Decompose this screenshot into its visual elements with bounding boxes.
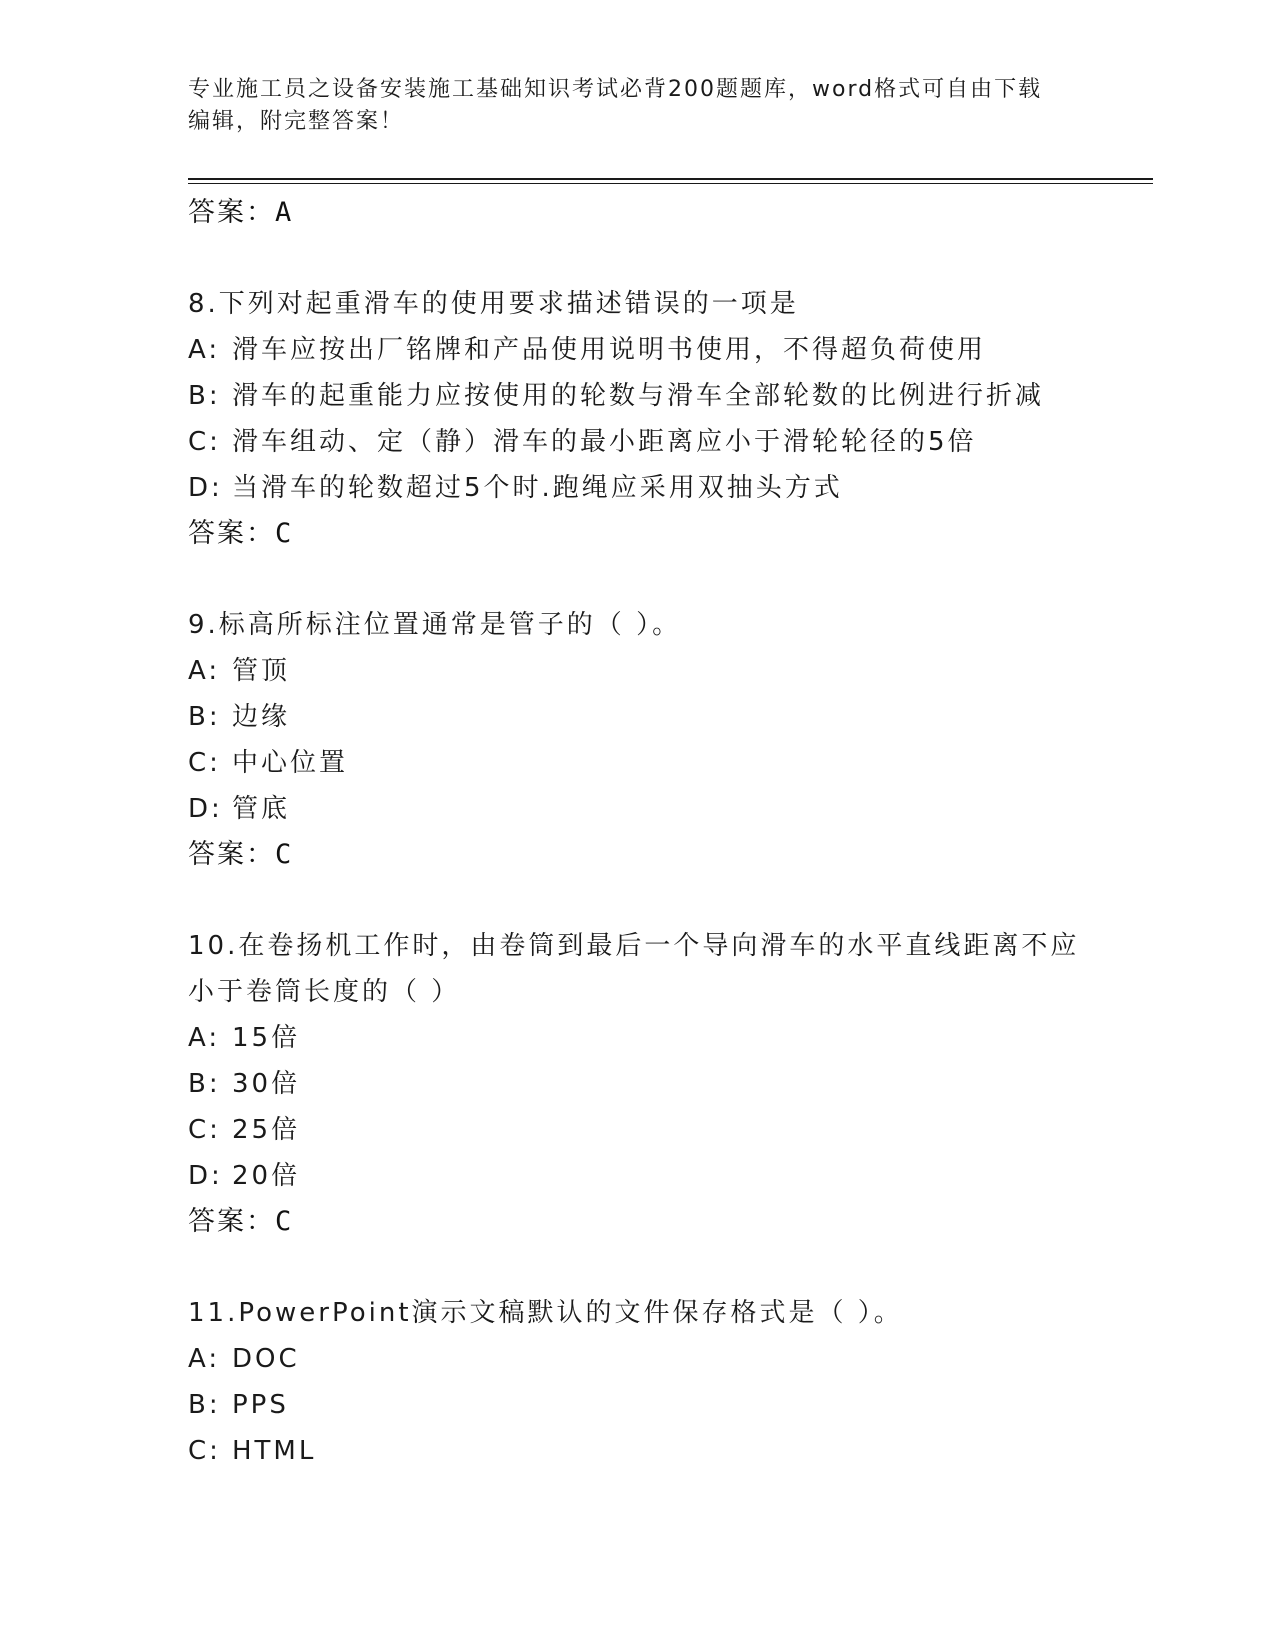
option-text: 当滑车的轮数超过5个时.跑绳应采用双抽头方式 [232, 473, 843, 503]
option-letter: C: [188, 748, 221, 778]
question-text: 11.PowerPoint演示文稿默认的文件保存格式是（ ）。 [188, 1298, 903, 1328]
answer-label: 答案： [188, 197, 275, 228]
option-text: 25倍 [232, 1115, 301, 1145]
option-b [188, 373, 1148, 419]
option-c [188, 740, 1148, 786]
option-letter: D: [188, 794, 223, 824]
answer-line [188, 511, 1148, 557]
option-letter: A: [188, 1023, 221, 1053]
option-text: 管顶 [232, 656, 291, 686]
option-text: DOC [232, 1344, 300, 1374]
option-c [188, 419, 1148, 465]
option-b [188, 1061, 1148, 1107]
option-letter: B: [188, 1390, 221, 1420]
answer-label: 答案： [188, 518, 275, 549]
option-text: 管底 [232, 794, 291, 824]
option-letter: C: [188, 427, 221, 457]
question-list [188, 190, 1148, 1474]
option-c [188, 1107, 1148, 1153]
question-text-continued: 小于卷筒长度的（ ） [188, 977, 461, 1007]
option-text: 中心位置 [232, 748, 349, 778]
option-text: 20倍 [232, 1161, 301, 1191]
option-letter: B: [188, 1069, 221, 1099]
answer-value: A [275, 197, 294, 228]
question-10 [188, 923, 1148, 1245]
answer-line [188, 832, 1148, 878]
document-header [188, 74, 1088, 138]
option-c [188, 1428, 1148, 1474]
option-letter: A: [188, 335, 221, 365]
option-d [188, 1153, 1148, 1199]
answer-label: 答案： [188, 1206, 275, 1237]
option-a [188, 648, 1148, 694]
option-d [188, 786, 1148, 832]
option-letter: A: [188, 656, 221, 686]
option-letter: D: [188, 1161, 223, 1191]
option-b [188, 1382, 1148, 1428]
question-9 [188, 602, 1148, 878]
option-a [188, 327, 1148, 373]
option-letter: B: [188, 702, 221, 732]
question-text: 9.标高所标注位置通常是管子的（ ）。 [188, 610, 682, 640]
option-text: HTML [232, 1436, 317, 1466]
option-text: 边缘 [232, 702, 291, 732]
answer-value: C [275, 518, 294, 549]
answer-value: C [275, 839, 294, 870]
answer-line-q7 [188, 190, 1148, 236]
option-letter: A: [188, 1344, 221, 1374]
header-rule-thick [188, 178, 1153, 180]
question-11 [188, 1290, 1148, 1474]
header-line-2: 编辑，附完整答案！ [188, 109, 405, 134]
option-b [188, 694, 1148, 740]
option-text: 滑车的起重能力应按使用的轮数与滑车全部轮数的比例进行折减 [232, 381, 1045, 411]
option-text: PPS [232, 1390, 289, 1420]
question-text: 10.在卷扬机工作时，由卷筒到最后一个导向滑车的水平直线距离不应 [188, 931, 1080, 961]
option-letter: D: [188, 473, 223, 503]
option-a [188, 1336, 1148, 1382]
header-line-1: 专业施工员之设备安装施工基础知识考试必背200题题库，word格式可自由下载 [188, 77, 1043, 102]
option-text: 滑车应按出厂铭牌和产品使用说明书使用，不得超负荷使用 [232, 335, 987, 365]
option-text: 15倍 [232, 1023, 301, 1053]
option-letter: B: [188, 381, 221, 411]
answer-value: C [275, 1206, 294, 1237]
option-a [188, 1015, 1148, 1061]
option-text: 30倍 [232, 1069, 301, 1099]
answer-label: 答案： [188, 839, 275, 870]
option-text: 滑车组动、定（静）滑车的最小距离应小于滑轮轮径的5倍 [232, 427, 977, 457]
question-8 [188, 281, 1148, 557]
answer-line [188, 1199, 1148, 1245]
option-letter: C: [188, 1115, 221, 1145]
question-text: 8.下列对起重滑车的使用要求描述错误的一项是 [188, 289, 799, 319]
option-letter: C: [188, 1436, 221, 1466]
header-rule-thin [188, 183, 1153, 184]
option-d [188, 465, 1148, 511]
